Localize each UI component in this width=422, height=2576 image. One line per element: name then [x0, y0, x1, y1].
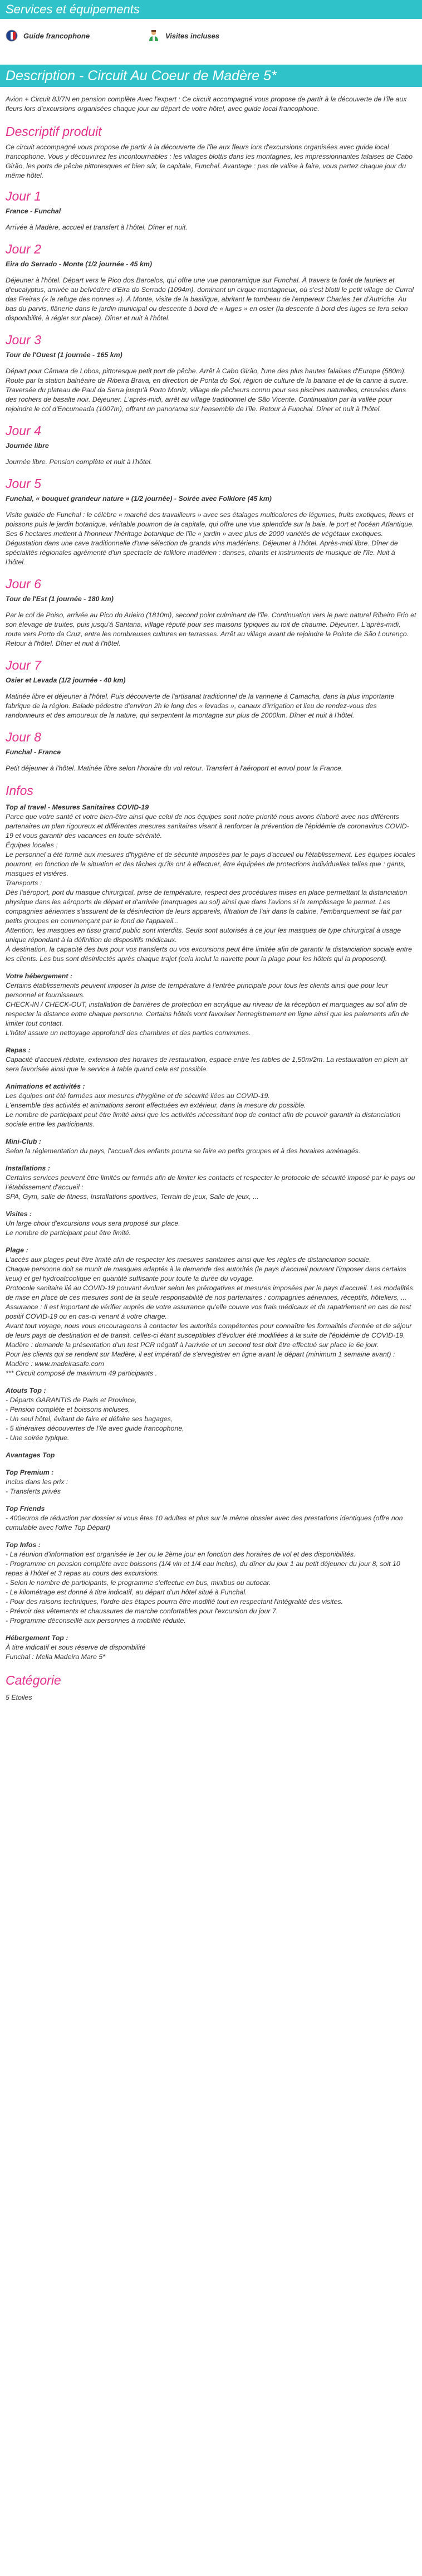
description-band — [0, 65, 422, 87]
day-subtitle: Osier et Levada (1/2 journée - 40 km) — [6, 676, 126, 684]
services-band — [0, 0, 422, 19]
day-text: Déjeuner à l'hôtel. Départ vers le Pico dos Barcelos, qui offre une vue panoramique sur Funchal. À travers la forêt de lauriers et d'eucalyptus, arrivée au belvédère d'Eira do Serrado (1094m), dominant un cirque montagneux, où s'est blotti le petit village de Curral das Freiras (« le refuge des nonnes »). À Monte, visite de la basilique, abritant le tombeau de l'empereur Charles 1er d'Autriche. Au bas du parvis, flânerie dans le jardin municipal ou descente à bord de « luges » en osier (la descente à bord des luges se fera selon disponibilité, à régler sur place). Dîner et nuit à l'hôtel. — [6, 276, 414, 322]
info-block — [6, 1633, 416, 1662]
info-line: - Un seul hôtel, évitant de faire et défaire ses bagages, — [6, 1415, 173, 1423]
info-line: - 400euros de réduction par dossier si vous êtes 10 adultes et plus sur le même dossier avec des prestations identiques (offre non cumulable avec l'offre Top Départ) — [6, 1514, 403, 1531]
info-block-title: Top Infos : — [6, 1541, 41, 1549]
info-line: À destination, la capacité des bus pour vos transferts ou vos excursions peut être limitée afin de garantir la distanciation sociale entre les clients. Les bus sont désinfectés après chaque trajet (cela inclut la navette pour la plage pour les hôtels qui la proposent). — [6, 945, 413, 963]
info-line: Transports : — [6, 879, 42, 887]
info-line: - Pour des raisons techniques, l'ordre des étapes pourra être modifié tout en respectant l'intégralité des visites. — [6, 1598, 344, 1606]
info-block-title: Installations : — [6, 1164, 50, 1172]
info-line: Selon la réglementation du pays, l'accueil des enfants pourra se faire en petits groupes et à des horaires aménagés. — [6, 1147, 361, 1155]
info-line: Le nombre de participant peut être limité ainsi que les activités nécessitant trop de contact afin de pouvoir garantir la distanciation sociale entre les participants. — [6, 1111, 401, 1128]
info-block-title: Votre hébergement : — [6, 972, 73, 980]
info-block — [6, 1046, 416, 1074]
product-heading: Descriptif produit — [6, 124, 102, 139]
info-line: Les équipes ont été formées aux mesures d'hygiène et de sécurité liées au COVID-19. — [6, 1092, 270, 1100]
info-line: - Départs GARANTIS de Paris et Province, — [6, 1396, 137, 1404]
info-line: Assurance : Il est important de vérifier auprès de votre assurance qu'elle couvre vos frais médicaux et de rapatriement en cas de test positif COVID-19 ou en cas-ci venant à votre charge. — [6, 1303, 411, 1320]
feature-visits — [148, 30, 289, 42]
info-line: Protocole sanitaire lié au COVID-19 pouvant évoluer selon les prérogatives et mesures imposées par le pays d'accueil. Les modalités de mise en place de ces mesures sont de la seule responsabilité de nos partenaires : compagnies aériennes, réceptifs, hôteliers, ... — [6, 1284, 413, 1301]
services-title: Services et équipements — [6, 2, 140, 16]
info-block — [6, 1468, 416, 1496]
info-block — [6, 1164, 416, 1202]
info-line: - Transferts privés — [6, 1487, 61, 1495]
info-block-title: Mini-Club : — [6, 1138, 41, 1145]
day-text: Journée libre. Pension complète et nuit à l'hôtel. — [6, 458, 153, 466]
info-block — [6, 1209, 416, 1238]
day-title: Jour 3 — [6, 333, 41, 347]
info-line: - 5 itinéraires découvertes de l'île avec guide francophone, — [6, 1424, 184, 1432]
visits-icon — [148, 30, 160, 42]
day-text: Petit déjeuner à l'hôtel. Matinée libre selon l'horaire du vol retour. Transfert à l'aéroport et envol pour la France. — [6, 764, 344, 772]
info-block — [6, 1246, 416, 1378]
info-line: - Le kilométrage est donné à titre indicatif, au départ d'un hôtel situé à Funchal. — [6, 1588, 247, 1596]
day-subtitle: Tour de l'Est (1 journée - 180 km) — [6, 595, 114, 603]
description-title: Description - Circuit Au Coeur de Madère 5* — [6, 68, 277, 84]
info-line: Dès l'aéroport, port du masque chirurgical, prise de température, respect des procédures mises en place permettant la distanciation physique dans les aéroports de départ et d'arrivée (marquages au sol) ainsi que dans l'avions si le remplissage le permet. Les compagnies aériennes s'assurent de la désinfection de leurs appareils, filtration de l'air dans la cabine, l'embarquement se fait par petits groupes en commençant par le fond de l'appareil... — [6, 889, 408, 925]
info-line: À titre indicatif et sous réserve de disponibilité — [6, 1643, 146, 1651]
guide-icon — [6, 30, 18, 42]
day-title: Jour 7 — [6, 658, 41, 672]
info-line: Madère : demande la présentation d'un test PCR négatif à l'arrivée et un second test doit être effectué sur place le 6e jour. — [6, 1341, 379, 1349]
info-line: *** Circuit composé de maximum 49 participants . — [6, 1369, 158, 1377]
day-title: Jour 8 — [6, 730, 41, 744]
info-block — [6, 803, 416, 964]
info-block-title: Visites : — [6, 1210, 32, 1218]
info-line: CHECK-IN / CHECK-OUT, installation de barrières de protection en acrylique au niveau de la réception et marquages au sol afin de respecter la distance entre chaque personne. Certains hôtels vont favoriser l'enregistrement en ligne ainsi que les paiements afin de limiter tout contact. — [6, 1001, 409, 1027]
info-block — [6, 1137, 416, 1156]
day-title: Jour 6 — [6, 577, 41, 591]
day-title: Jour 4 — [6, 423, 41, 438]
infos-title: Infos — [6, 783, 33, 798]
info-line: Équipes locales : — [6, 841, 58, 849]
info-block — [6, 972, 416, 1038]
itinerary — [6, 188, 416, 773]
info-line: Madère : www.madeirasafe.com — [6, 1360, 104, 1368]
day-subtitle: Eira do Serrado - Monte (1/2 journée - 45 km) — [6, 260, 153, 268]
day-subtitle: Journée libre — [6, 442, 49, 450]
day-subtitle: Funchal, « bouquet grandeur nature » (1/2 journée) - Soirée avec Folklore (45 km) — [6, 495, 272, 502]
feature-visits-label: Visites incluses — [165, 31, 220, 40]
info-block-title: Top Friends — [6, 1505, 45, 1513]
feature-guide — [6, 30, 148, 42]
day-text: Départ pour Câmara de Lobos, pittoresque petit port de pêche. Arrêt à Cabo Girão, l'une des plus hautes falaises d'Europe (580m). Route par la station balnéaire de Ribeira Brava, en direction de Ponta do Sol, région de culture de la banane et de la canne à sucre. Traversée du plateau de Paul da Serra jusqu'à Porto Moniz, village de pêcheurs connu pour ses piscines naturelles, creusées dans des rochers de basalte noir. Déjeuner. L'après-midi, arrêt au village traditionnel de São Vicente. Continuation par la vallée pour rejoindre le col d'Encumeada (1007m), offrant un panorama sur l'ensemble de l'île. Retour à Funchal. Dîner et nuit à l'hôtel. — [6, 367, 409, 413]
info-line: Capacité d'accueil réduite, extension des horaires de restauration, espace entre les tables de 1,50m/2m. La restauration en plein air sera favorisée ainsi que le service à table quand cela est possible. — [6, 1056, 408, 1073]
info-line: L'ensemble des activités et animations seront effectuées en extérieur, dans la mesure du possible. — [6, 1101, 306, 1109]
day-title: Jour 2 — [6, 242, 41, 256]
category-value: 5 Etoiles — [6, 1694, 32, 1701]
info-line: - La réunion d'information est organisée le 1er ou le 2ème jour en fonction des horaires de vol et des disponibilités. — [6, 1550, 356, 1558]
info-line: - Programme en pension complète avec boissons (1/4 vin et 1/4 eau inclus), du dîner du jour 1 au petit déjeuner du jour 8, soit 10 repas à l'hôtel et 3 repas au cours des excursions. — [6, 1560, 400, 1577]
main-content — [0, 95, 422, 1701]
info-block-title: Plage : — [6, 1246, 28, 1254]
day-subtitle: Funchal - France — [6, 748, 61, 756]
infos-section — [6, 803, 416, 1662]
info-line: L'hôtel assure un nettoyage approfondi des chambres et des parties communes. — [6, 1029, 251, 1037]
info-line: Le personnel a été formé aux mesures d'hygiène et de sécurité imposées par le pays d'accueil ou l'établissement. Les équipes locales pourront, en fonction de la situation et des tâches qu'ils ont à effectuer, être équipées de protections individuelles telles que : gants, masques et visières. — [6, 851, 415, 877]
feature-guide-label: Guide francophone — [23, 31, 90, 40]
info-block-title: Top al travel - Mesures Sanitaires COVID-19 — [6, 803, 149, 811]
info-block — [6, 1386, 416, 1443]
category-title: Catégorie — [6, 1673, 61, 1687]
info-block — [6, 1540, 416, 1626]
info-block-title: Top Premium : — [6, 1468, 54, 1476]
info-line: - Selon le nombre de participants, le programme s'effectue en bus, minibus ou autocar. — [6, 1579, 271, 1587]
info-line: Un large choix d'excursions vous sera proposé sur place. — [6, 1219, 180, 1227]
info-line: - Pension complète et boissons incluses, — [6, 1406, 130, 1413]
info-line: Avant tout voyage, nous vous encourageons à contacter les autorités compétentes pour connaître les formalités d'entrée et de séjour de leurs pays de destination et de transit, celles-ci étant susceptibles d'évoluer été modifiées à la suite de l'épidémie de COVID-19. — [6, 1322, 412, 1339]
day-text: Arrivée à Madère, accueil et transfert à l'hôtel. Dîner et nuit. — [6, 223, 188, 231]
info-line: Parce que votre santé et votre bien-être ainsi que celui de nos équipes sont notre priorité nous avons élaboré avec nos différents partenaires un plan rigoureux et différentes mesures sanitaires visant à renforcer la prévention de l'épidémie de coronavirus COVID-19 et vous garantir des vacances en toute sérénité. — [6, 813, 409, 840]
day-title: Jour 5 — [6, 476, 41, 491]
info-line: Inclus dans les prix : — [6, 1478, 68, 1486]
info-line: Pour les clients qui se rendent sur Madère, il est impératif de s'enregistrer en ligne avant le départ (minimum 1 semaine avant) : — [6, 1350, 395, 1358]
info-block — [6, 1082, 416, 1129]
day-text: Par le col de Poiso, arrivée au Pico do Arieiro (1810m), second point culminant de l'île. Continuation vers le parc naturel Ribeiro Frio et son élevage de truites, puis jusqu'à Santana, village réputé pour ses maisons typiques au toit de chaume. Déjeuner. L'après-midi, route vers Porto da Cruz, entre les nombreuses cultures en terrasses. Arrêt au village avant de rejoindre la Pointe de São Lourenço. Retour à l'hôtel. Dîner et nuit à l'hôtel. — [6, 611, 416, 647]
info-line: Chaque personne doit se munir de masques adaptés à la demande des autorités (le pays d'accueil pouvant l'imposer dans certains lieux) et gel hydroalcoolique en quantité suffisante pour toute la durée du voyage. — [6, 1265, 406, 1282]
info-block-title: Repas : — [6, 1046, 31, 1054]
info-line: Funchal : Melia Madeira Mare 5* — [6, 1653, 106, 1661]
product-description: Ce circuit accompagné vous propose de partir à la découverte de l'île aux fleurs lors d'excursions organisées avec guide local francophone. Vous y découvrirez les incontournables : les villages blottis dans les montagnes, les impressionnantes falaises de Cabo Girão, les ports de pêche pittoresques et bien sûr, la capitale, Funchal. Avantage : pas de valise à faire, vous partez chaque jour du même hôtel. — [6, 143, 413, 179]
info-block — [6, 1451, 416, 1460]
info-line: - Programme déconseillé aux personnes à mobilité réduite. — [6, 1617, 186, 1624]
info-block-title: Animations et activités : — [6, 1082, 85, 1090]
info-block-title: Atouts Top : — [6, 1387, 46, 1394]
info-block-title: Avantages Top — [6, 1451, 55, 1459]
info-line: - Une soirée typique. — [6, 1434, 70, 1442]
info-line: - Prévoir des vêtements et chaussures de marche confortables pour l'excursion du jour 7. — [6, 1607, 278, 1615]
info-line: Certains établissements peuvent imposer la prise de température à l'entrée principale pour tous les clients ainsi que pour leur personnel et fournisseurs. — [6, 982, 388, 999]
info-line: Le nombre de participant peut être limité. — [6, 1229, 131, 1237]
info-line: L'accès aux plages peut être limité afin de respecter les mesures sanitaires ainsi que les règles de distanciation sociale. — [6, 1256, 371, 1263]
services-features — [0, 19, 422, 52]
day-text: Matinée libre et déjeuner à l'hôtel. Puis découverte de l'artisanat traditionnel de la vannerie à Camacha, dans la plus importante fabrique de la région. Balade pédestre d'environ 2h le long des « levadas », canaux d'irrigation et lieu de rendez-vous des randonneurs et des amoureux de la nature, qui serpentent la montagne sur plus de 2000km. Dîner et nuit à l'hôtel. — [6, 692, 395, 719]
day-title: Jour 1 — [6, 189, 41, 203]
info-line: Certains services peuvent être limités ou fermés afin de limiter les contacts et respecter le protocole de sécurité imposé par le pays ou l'établissement d'accueil : — [6, 1174, 415, 1191]
info-line: SPA, Gym, salle de fitness, Installations sportives, Terrain de jeux, Salle de jeux, ... — [6, 1193, 259, 1201]
info-block — [6, 1504, 416, 1533]
intro-text: Avion + Circuit 8J/7N en pension complète Avec l'expert : Ce circuit accompagné vous propose de partir à la découverte de l'île aux fleurs lors d'excursions organisées chaque jour au départ de votre hôtel, avec guide local francophone. — [6, 95, 407, 113]
day-subtitle: Tour de l'Ouest (1 journée - 165 km) — [6, 351, 122, 359]
day-text: Visite guidée de Funchal : le célèbre « marché des travailleurs » avec ses étalages multicolores de légumes, fruits exotiques, fleurs et poissons puis le jardin botanique, véritable poumon de la capitale, qui offre une vue splendide sur la baie, le port et l'océan Atlantique. Ses 6 hectares mettent à l'honneur l'héritage botanique de l'île « jardin » avec plus de 2000 variétés de végétaux exotiques. Dégustation dans une cave traditionnelle d'une sélection de grands vins madériens. Déjeuner à l'hôtel. Après-midi libre. Dîner de spécialités régionales agrémenté d'un spectacle de folklore madérien : danses, chants et instruments de musique de l'île. Nuit à l'hôtel. — [6, 511, 414, 566]
day-subtitle: France - Funchal — [6, 207, 61, 215]
info-line: Attention, les masques en tissu grand public sont interdits. Seuls sont autorisés à ce jour les masques de type chirurgical à usage unique répondant à la définition de dispositifs médicaux. — [6, 926, 401, 944]
info-block-title: Hébergement Top : — [6, 1634, 68, 1642]
